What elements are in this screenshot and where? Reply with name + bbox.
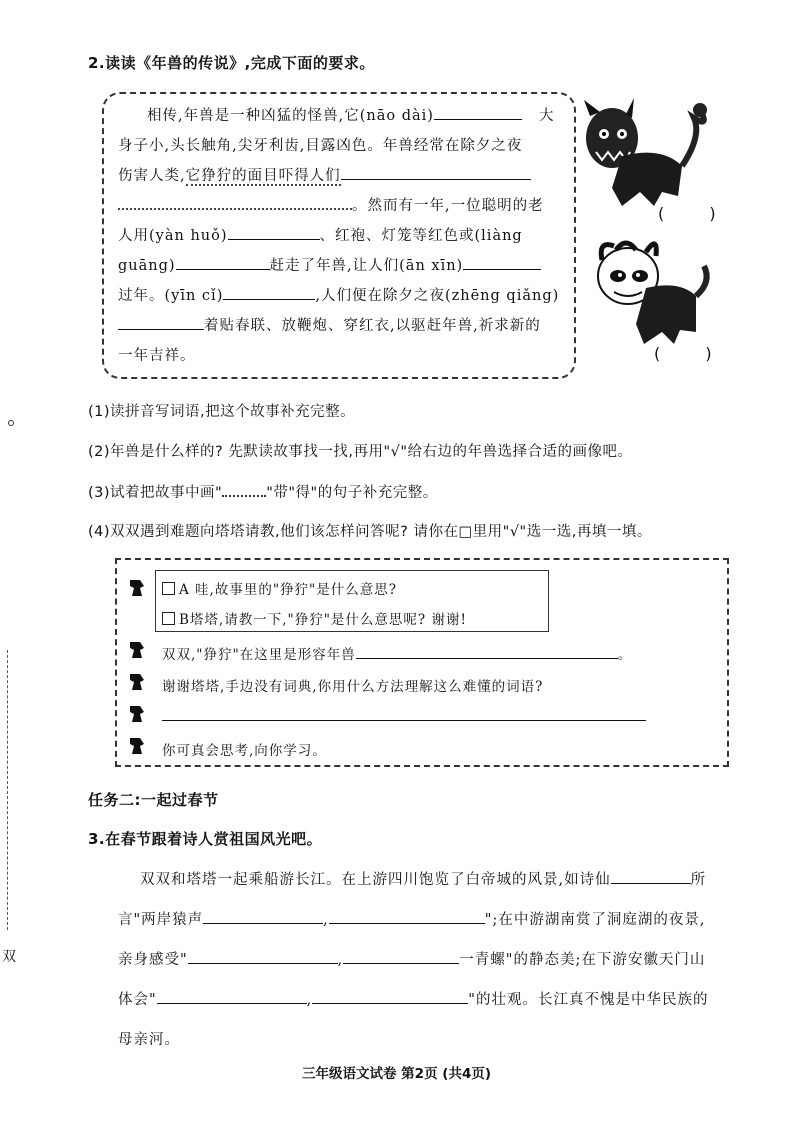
blank-zhengqiang[interactable]: [118, 315, 204, 330]
question-3-title: 3.在春节跟着诗人赏祖国风光吧。: [88, 830, 323, 848]
dialogue-line-4: 你可真会思考,向你学习。: [162, 743, 327, 759]
dialogue-line-1: 双双,"狰狞"在这里是形容年兽 。: [162, 643, 632, 663]
q3-line-4: 体会" , "的壮观。长江真不愧是中华民族的: [118, 988, 708, 1009]
story-line-6: guāng) 赶走了年兽,让人们(ān xīn): [118, 254, 541, 275]
wavy-mark-sample: [222, 481, 266, 497]
q3-line-1: 双双和塔塔一起乘船游长江。在上游四川饱览了白帝城的风景,如诗仙 所: [140, 868, 706, 889]
option-a[interactable]: A 哇,故事里的"狰狞"是什么意思?: [162, 578, 397, 598]
task-2-title: 任务二:一起过春节: [88, 791, 219, 809]
blank-poem-1b[interactable]: [329, 909, 485, 924]
blank-sentence-2[interactable]: [118, 194, 352, 210]
blank-sentence-1[interactable]: [341, 165, 531, 180]
speaker-tata-icon: [128, 704, 146, 724]
checkbox-b[interactable]: [162, 612, 175, 625]
blank-yanhuo[interactable]: [228, 225, 320, 240]
blank-naodai[interactable]: [434, 105, 522, 120]
speaker-tata-icon: [128, 640, 146, 660]
blank-zhengning-meaning[interactable]: [356, 644, 618, 659]
q3-line-5: 母亲河。: [118, 1032, 180, 1048]
wavy-sentence: 它狰狞的面目吓得人们: [185, 168, 341, 184]
sub-question-1: (1)读拼音写词语,把这个故事补充完整。: [88, 404, 356, 420]
sub-question-3: (3)试着把故事中画" "带"得"的句子补充完整。: [88, 481, 438, 502]
checkbox-a[interactable]: [162, 582, 175, 595]
speaker-shuangshuang-icon: [128, 672, 146, 692]
blank-yinci[interactable]: [223, 285, 315, 300]
story-line-4: 。然而有一年,一位聪明的老: [118, 194, 544, 215]
margin-dot: [8, 420, 14, 426]
story-line-1-end: 大: [539, 108, 555, 124]
answer-paren-1[interactable]: ( ): [658, 204, 736, 223]
blank-poem-3a[interactable]: [157, 989, 307, 1004]
blank-poem-1a[interactable]: [203, 909, 323, 924]
story-line-9: 一年吉祥。: [118, 348, 196, 364]
page-footer: 三年级语文试卷 第2页 (共4页): [301, 1066, 492, 1082]
story-line-3: 伤害人类,它狰狞的面目吓得人们: [118, 164, 558, 185]
sub-question-2: (2)年兽是什么样的? 先默读故事找一找,再用"√"给右边的年兽选择合适的画像吧。: [88, 444, 633, 460]
story-line-1: 相传,年兽是一种凶猛的怪兽,它(nāo dài): [147, 104, 522, 125]
blank-poem-2b[interactable]: [343, 949, 459, 964]
blank-poem-3b[interactable]: [312, 989, 468, 1004]
blank-method-answer[interactable]: [162, 720, 646, 721]
sub-question-4: (4)双双遇到难题向塔塔请教,他们该怎样问答呢? 请你在□里用"√"选一选,再填一填。: [88, 524, 652, 540]
blank-poet-name[interactable]: [611, 869, 691, 884]
question-2-title: 2.读读《年兽的传说》,完成下面的要求。: [88, 54, 375, 72]
q3-line-2: 言"两岸猿声 , ";在中游湖南赏了洞庭湖的夜景,: [118, 908, 705, 929]
margin-char: 双: [2, 949, 16, 965]
nian-beast-cute-image: [596, 232, 716, 350]
nian-beast-fierce-image: [582, 96, 712, 216]
blank-anxin[interactable]: [463, 255, 541, 270]
binding-line: [7, 650, 8, 930]
story-line-7: 过年。(yīn cǐ) ,人们便在除夕之夜(zhēng qiǎng): [118, 284, 559, 305]
story-line-8: 着贴春联、放鞭炮、穿红衣,以驱赶年兽,祈求新的: [118, 314, 541, 335]
q3-line-3: 亲身感受" , 一青螺"的静态美;在下游安徽天门山: [118, 948, 705, 969]
story-line-2: 身子小,头长触角,尖牙利齿,目露凶色。年兽经常在除夕之夜: [118, 138, 523, 154]
blank-poem-2a[interactable]: [188, 949, 338, 964]
option-b[interactable]: B塔塔,请教一下,"狰狞"是什么意思呢? 谢谢!: [162, 608, 467, 628]
speaker-shuangshuang-icon: [128, 578, 146, 598]
speaker-shuangshuang-icon: [128, 736, 146, 756]
dialogue-line-2: 谢谢塔塔,手边没有词典,你用什么方法理解这么难懂的词语?: [162, 679, 544, 695]
blank-liangguang[interactable]: [176, 255, 270, 270]
answer-paren-2[interactable]: ( ): [654, 344, 732, 363]
story-line-5: 人用(yàn huǒ) 、红袍、灯笼等红色或(liàng: [118, 224, 523, 245]
